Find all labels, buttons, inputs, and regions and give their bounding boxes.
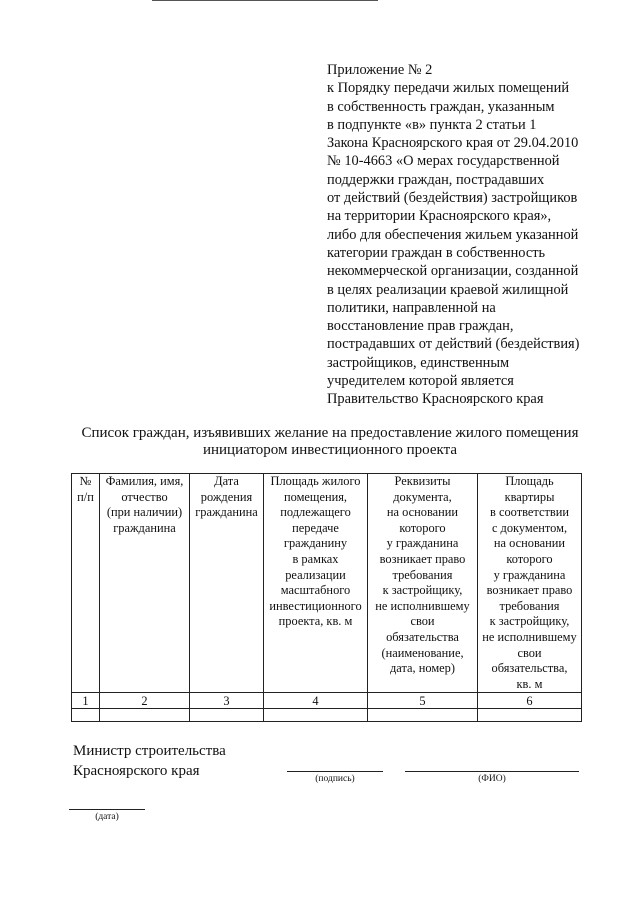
table-cell <box>368 709 478 722</box>
date-label: (дата) <box>95 812 119 822</box>
column-number: 3 <box>190 693 264 709</box>
appendix-line: № 10-4663 «О мерах государственной <box>327 153 560 170</box>
appendix-line: некоммерческой организации, созданной <box>327 263 579 280</box>
appendix-line: на территории Красноярского края», <box>327 208 552 225</box>
table-cell <box>190 709 264 722</box>
appendix-line: в целях реализации краевой жилищной <box>327 281 569 298</box>
appendix-line: либо для обеспечения жильем указанной <box>327 226 579 243</box>
signer-position-line-1: Министр строительства <box>73 743 226 759</box>
signature-line <box>287 771 383 772</box>
column-number: 5 <box>368 693 478 709</box>
appendix-line: в подпункте «в» пункта 2 статьи 1 <box>327 116 537 133</box>
list-title <box>60 425 600 459</box>
table-cell <box>100 709 190 722</box>
header-cell-living-area: Площадь жилого помещения, подлежащего передаче гражданину в рамках реализации масштабного инвестиционного проекта, кв. м <box>264 474 368 693</box>
appendix-line: учредителем которой является <box>327 373 514 390</box>
appendix-line: поддержки граждан, пострадавших <box>327 171 545 188</box>
appendix-line: пострадавших от действий (бездействия) <box>327 336 580 353</box>
appendix-line: восстановление прав граждан, <box>327 318 514 335</box>
appendix-line: к Порядку передачи жилых помещений <box>327 80 570 97</box>
header-cell-number: № п/п <box>72 474 100 693</box>
column-number: 2 <box>100 693 190 709</box>
list-title-line-2: инициатором инвестиционного проекта <box>202 442 458 458</box>
column-number: 1 <box>72 693 100 709</box>
full-name-label: (ФИО) <box>478 774 506 784</box>
citizens-table <box>71 473 582 722</box>
signature-label: (подпись) <box>315 774 355 784</box>
appendix-header <box>327 61 627 409</box>
appendix-line: Приложение № 2 <box>327 62 433 78</box>
appendix-line: Закона Красноярского края от 29.04.2010 <box>327 135 579 152</box>
appendix-line: от действий (бездействия) застройщиков <box>327 190 578 207</box>
appendix-line: Правительство Красноярского края <box>327 391 544 408</box>
appendix-line: политики, направленной на <box>327 299 496 316</box>
appendix-line: категории граждан в собственность <box>327 244 546 261</box>
table-cell <box>264 709 368 722</box>
appendix-line: в собственность граждан, указанным <box>327 98 555 115</box>
table-header-row <box>72 474 582 693</box>
top-rule <box>152 0 378 1</box>
header-cell-document-details: Реквизиты документа, на основании которого у гражданина возникает право требования к застройщику, не исполнившему свои обязательства (наименование, дата, номер) <box>368 474 478 693</box>
date-line <box>69 809 145 810</box>
table-row <box>72 709 582 722</box>
column-number: 4 <box>264 693 368 709</box>
full-name-line <box>405 771 579 772</box>
signature-block <box>73 741 226 781</box>
column-number-row <box>72 693 582 709</box>
header-cell-birth-date: Дата рождения гражданина <box>190 474 264 693</box>
table-cell <box>72 709 100 722</box>
table-cell <box>478 709 582 722</box>
column-number: 6 <box>478 693 582 709</box>
list-title-line-1: Список граждан, изъявивших желание на предоставление жилого помещения <box>81 425 579 441</box>
signer-position-line-2: Красноярского края <box>73 763 200 779</box>
appendix-line: застройщиков, единственным <box>327 354 510 371</box>
header-cell-full-name: Фамилия, имя, отчество (при наличии) гражданина <box>100 474 190 693</box>
header-cell-apartment-area: Площадь квартиры в соответствии с документом, на основании которого у гражданина возникает право требования к застройщику, не исполнившему свои обязательства, кв. м <box>478 474 582 693</box>
